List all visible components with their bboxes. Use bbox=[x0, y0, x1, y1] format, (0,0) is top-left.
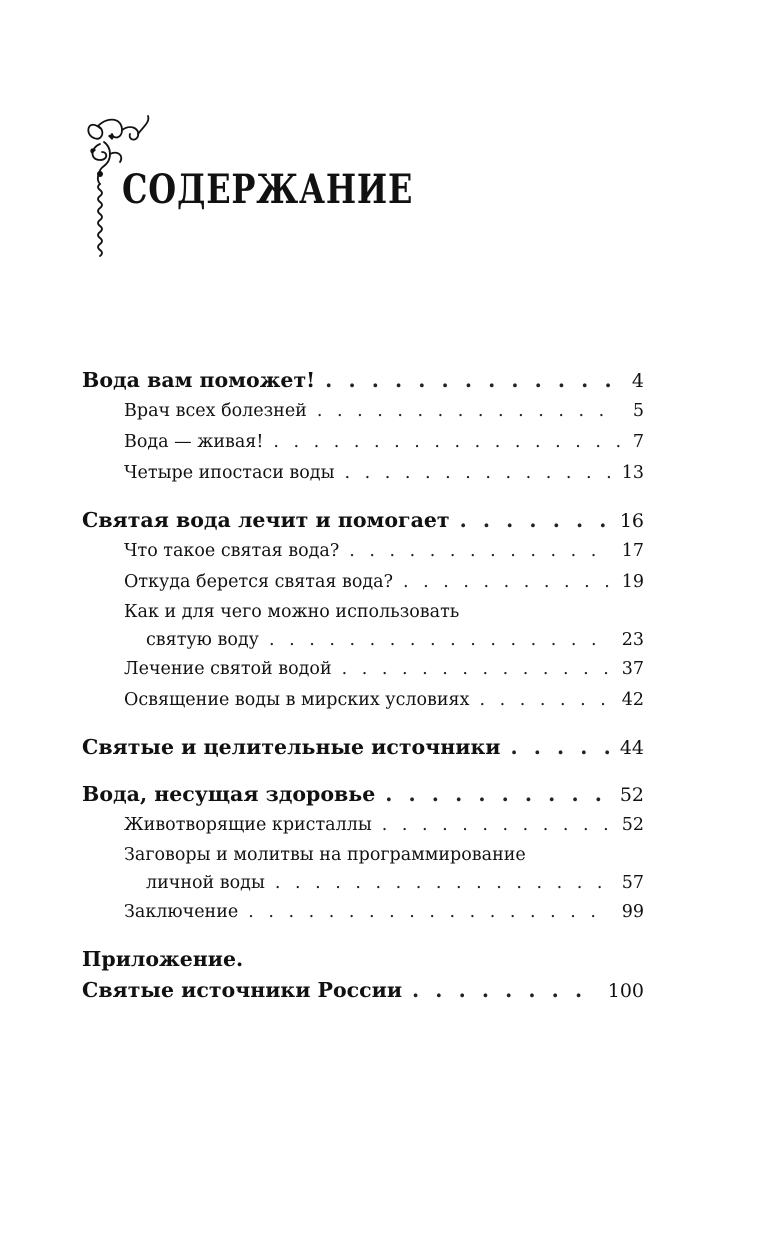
toc-entry[interactable] bbox=[82, 396, 644, 427]
toc-page-number: 52 bbox=[619, 784, 644, 806]
toc-entry-title-continued: святую воду bbox=[146, 630, 259, 650]
toc-entry-title: Приложение. bbox=[82, 947, 244, 971]
dot-leader bbox=[510, 732, 609, 763]
toc-entry-title: Освящение воды в мирских условиях bbox=[124, 690, 470, 710]
toc-page-number: 37 bbox=[621, 659, 644, 679]
toc-entry-title: Святая вода лечит и помогает bbox=[82, 508, 450, 532]
toc-entry[interactable] bbox=[82, 685, 644, 716]
toc-entry-title-continued: личной воды bbox=[146, 873, 265, 893]
toc-page-number: 23 bbox=[621, 630, 644, 650]
toc-entry[interactable] bbox=[82, 598, 644, 654]
toc-entry-title: Откуда берется святая вода? bbox=[124, 572, 393, 592]
dot-leader bbox=[349, 536, 612, 567]
toc-entry[interactable] bbox=[82, 732, 644, 763]
toc-page-number: 44 bbox=[619, 737, 644, 759]
toc-entry[interactable] bbox=[82, 505, 644, 536]
toc-entry-title: Врач всех болезней bbox=[124, 401, 307, 421]
toc-entry-title: Как и для чего можно использовать bbox=[124, 602, 460, 622]
toc-page-number: 19 bbox=[621, 572, 644, 592]
dot-leader bbox=[460, 505, 610, 536]
toc-page-number: 99 bbox=[621, 902, 644, 922]
toc-page-number: 16 bbox=[619, 510, 644, 532]
toc-entry[interactable] bbox=[82, 779, 644, 810]
toc-page-number: 4 bbox=[631, 370, 644, 392]
toc-page-number: 52 bbox=[621, 815, 644, 835]
toc-entry-title: Вода вам поможет! bbox=[82, 368, 316, 392]
toc-page-number: 42 bbox=[621, 690, 644, 710]
toc-page-number: 13 bbox=[621, 463, 644, 483]
dot-leader bbox=[403, 567, 612, 598]
toc-entry-title: Животворящие кристаллы bbox=[124, 815, 372, 835]
table-of-contents bbox=[82, 365, 644, 1006]
dot-leader bbox=[325, 365, 620, 396]
dot-leader bbox=[317, 396, 620, 427]
dot-leader bbox=[385, 779, 610, 810]
dot-leader bbox=[345, 458, 612, 489]
toc-entry[interactable] bbox=[82, 975, 644, 1006]
dot-leader bbox=[248, 897, 611, 928]
toc-entry-title: Заговоры и молитвы на программирование bbox=[124, 845, 526, 865]
toc-entry[interactable] bbox=[82, 897, 644, 928]
toc-entry-title: Вода, несущая здоровье bbox=[82, 782, 376, 806]
toc-entry[interactable] bbox=[82, 654, 644, 685]
page-title: СОДЕРЖАНИЕ bbox=[122, 166, 414, 213]
toc-entry[interactable] bbox=[82, 427, 644, 458]
toc-entry-title: Что такое святая вода? bbox=[124, 541, 340, 561]
toc-page-number: 100 bbox=[607, 980, 644, 1002]
toc-entry-title: Лечение святой водой bbox=[124, 659, 332, 679]
toc-page-number: 5 bbox=[632, 401, 644, 421]
toc-entry-title: Четыре ипостаси воды bbox=[124, 463, 335, 483]
dot-leader bbox=[382, 810, 612, 841]
toc-entry[interactable] bbox=[82, 536, 644, 567]
dot-leader bbox=[479, 685, 611, 716]
toc-entry[interactable] bbox=[82, 810, 644, 841]
toc-entry[interactable] bbox=[82, 567, 644, 598]
dot-leader bbox=[275, 869, 612, 897]
toc-entry[interactable] bbox=[82, 458, 644, 489]
toc-entry-title: Святые и целительные источники bbox=[82, 735, 501, 759]
dot-leader bbox=[269, 626, 612, 654]
toc-entry-title: Вода — живая! bbox=[124, 432, 264, 452]
toc-page-number: 17 bbox=[621, 541, 644, 561]
dot-leader bbox=[412, 975, 598, 1006]
toc-entry[interactable] bbox=[82, 365, 644, 396]
toc-entry-title: Святые источники России bbox=[82, 978, 403, 1002]
toc-page-number: 7 bbox=[632, 432, 644, 452]
dot-leader bbox=[273, 427, 620, 458]
toc-entry[interactable] bbox=[82, 944, 644, 975]
toc-entry[interactable] bbox=[82, 841, 644, 897]
toc-page-number: 57 bbox=[621, 873, 644, 893]
dot-leader bbox=[342, 654, 612, 685]
toc-entry-title: Заключение bbox=[124, 902, 239, 922]
